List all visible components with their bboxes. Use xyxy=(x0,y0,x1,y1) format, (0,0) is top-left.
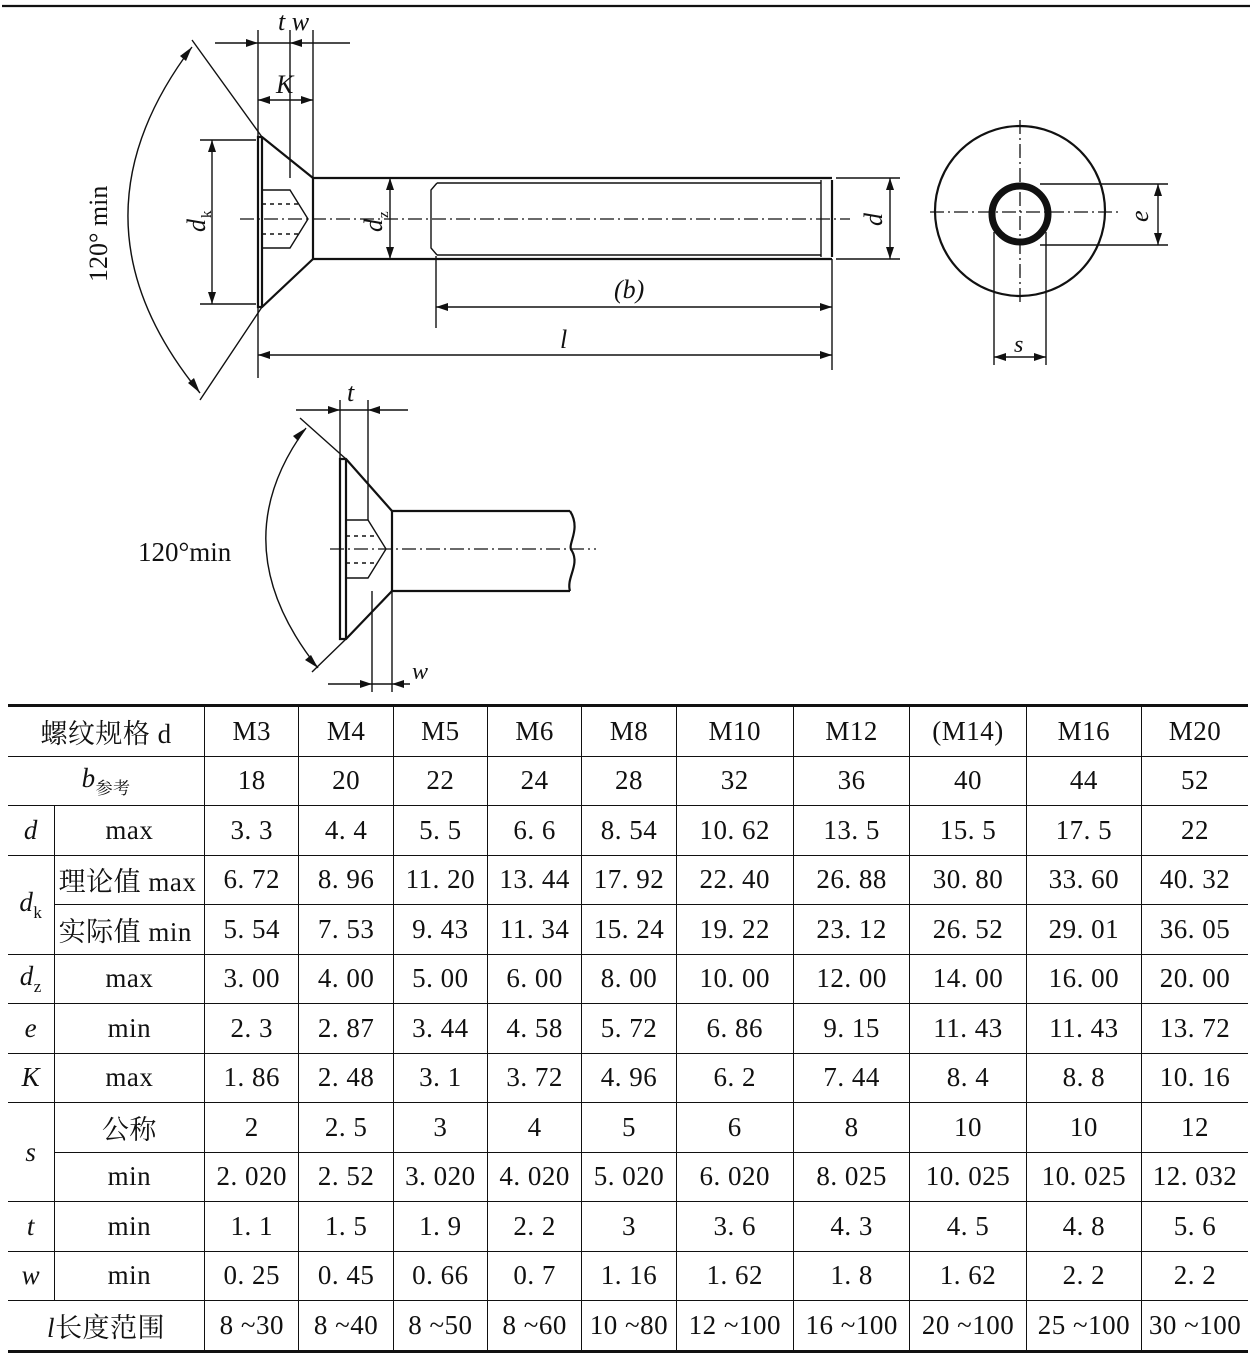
dk-actual-value: 15. 24 xyxy=(582,905,676,955)
dim-d-label: d xyxy=(859,213,888,226)
thread-size-value: M8 xyxy=(582,706,676,757)
e-min-symbol-cell xyxy=(8,1004,54,1054)
k-max-value: 10. 16 xyxy=(1142,1053,1248,1103)
s-nominal-value: 4 xyxy=(488,1103,582,1153)
k-max-value: 7. 44 xyxy=(793,1053,909,1103)
s-nominal-value: 10 xyxy=(1026,1103,1141,1153)
d-max-symbol: d xyxy=(23,814,38,845)
dk-actual-value: 11. 34 xyxy=(488,905,582,955)
thread-size-value: (M14) xyxy=(910,706,1026,757)
w-min-symbol: w xyxy=(21,1260,41,1291)
w-min-row xyxy=(8,1251,1248,1301)
t-min-value: 4. 8 xyxy=(1026,1202,1141,1252)
e-min-value: 11. 43 xyxy=(1026,1004,1141,1054)
d-max-value: 3. 3 xyxy=(205,806,299,856)
dim-s-label: s xyxy=(1014,332,1024,358)
dk-actual-value: 7. 53 xyxy=(299,905,393,955)
dz-max-value: 4. 00 xyxy=(299,954,393,1004)
k-max-value: 2. 48 xyxy=(299,1053,393,1103)
k-max-value: 6. 2 xyxy=(676,1053,793,1103)
s-nominal-value: 2 xyxy=(205,1103,299,1153)
s-min-value: 5. 020 xyxy=(582,1152,676,1202)
thread-size-value: M4 xyxy=(299,706,393,757)
k-max-symbol-cell xyxy=(8,1053,54,1103)
end-view xyxy=(930,120,1168,365)
dk-actual-value: 29. 01 xyxy=(1026,905,1141,955)
e-min-value: 13. 72 xyxy=(1142,1004,1248,1054)
dk-theoretical-qualifier: 理论值 max xyxy=(58,867,197,898)
b-value: 36 xyxy=(793,756,909,806)
w-min-qualifier: min xyxy=(107,1260,152,1291)
s-symbol: s xyxy=(25,1136,37,1167)
b-value: 32 xyxy=(676,756,793,806)
dk-theoretical-value: 33. 60 xyxy=(1026,855,1141,905)
s-nominal-value: 3 xyxy=(393,1103,487,1153)
t-min-qualifier: min xyxy=(107,1210,152,1241)
b-value: 44 xyxy=(1026,756,1141,806)
detail-view xyxy=(136,378,596,692)
k-max-symbol: K xyxy=(21,1062,41,1093)
d-max-value: 5. 5 xyxy=(393,806,487,856)
w-min-value: 1. 16 xyxy=(582,1251,676,1301)
b-value: 24 xyxy=(488,756,582,806)
l-symbol: l xyxy=(47,1312,56,1343)
b-value: 52 xyxy=(1142,756,1248,806)
s-nominal-row xyxy=(8,1103,1248,1153)
e-min-row xyxy=(8,1004,1248,1054)
e-min-value: 9. 15 xyxy=(793,1004,909,1054)
thread-size-value: M6 xyxy=(488,706,582,757)
dz-max-value: 20. 00 xyxy=(1142,954,1248,1004)
dk-symbol-cell xyxy=(8,855,54,954)
b-subscript: 参考 xyxy=(95,778,131,798)
d-max-value: 15. 5 xyxy=(910,806,1026,856)
b-value: 22 xyxy=(393,756,487,806)
dk-theoretical-value: 6. 72 xyxy=(205,855,299,905)
w-min-value: 0. 66 xyxy=(393,1251,487,1301)
b-value: 28 xyxy=(582,756,676,806)
detail-angle-label: 120°min xyxy=(138,537,232,567)
k-max-value: 1. 86 xyxy=(205,1053,299,1103)
s-nominal-value: 8 xyxy=(793,1103,909,1153)
e-min-qualifier: min xyxy=(107,1012,152,1043)
k-max-value: 4. 96 xyxy=(582,1053,676,1103)
s-symbol-cell xyxy=(8,1103,54,1202)
dim-tw-label: t w xyxy=(278,7,310,36)
d-max-value: 17. 5 xyxy=(1026,806,1141,856)
angle-label: 120° min xyxy=(84,185,113,282)
s-nominal-value: 2. 5 xyxy=(299,1103,393,1153)
s-min-value: 6. 020 xyxy=(676,1152,793,1202)
l-range-value: 25 ~100 xyxy=(1026,1301,1141,1352)
dz-max-qualifier: max xyxy=(105,963,154,994)
dk-theoretical-value: 40. 32 xyxy=(1142,855,1248,905)
t-min-row xyxy=(8,1202,1248,1252)
dz-max-value: 3. 00 xyxy=(205,954,299,1004)
w-min-value: 2. 2 xyxy=(1026,1251,1141,1301)
w-min-value: 1. 62 xyxy=(676,1251,793,1301)
dk-theoretical-value: 17. 92 xyxy=(582,855,676,905)
dk-actual-value: 19. 22 xyxy=(676,905,793,955)
dk-theoretical-value: 30. 80 xyxy=(910,855,1026,905)
d-max-value: 4. 4 xyxy=(299,806,393,856)
d-max-row xyxy=(8,806,1248,856)
t-min-value: 2. 2 xyxy=(488,1202,582,1252)
e-min-symbol: e xyxy=(24,1012,38,1043)
dk-actual-row xyxy=(8,905,1248,955)
dk-theoretical-value: 26. 88 xyxy=(793,855,909,905)
d-max-qualifier: max xyxy=(105,814,154,845)
w-min-qualifier-cell xyxy=(54,1251,204,1301)
t-min-symbol-cell xyxy=(8,1202,54,1252)
w-min-value: 0. 45 xyxy=(299,1251,393,1301)
b-value: 18 xyxy=(205,756,299,806)
thread-size-value: M10 xyxy=(676,706,793,757)
d-max-symbol-cell xyxy=(8,806,54,856)
dk-theoretical-qualifier-cell xyxy=(54,855,204,905)
spec-table xyxy=(8,704,1248,1353)
dk-theoretical-value: 8. 96 xyxy=(299,855,393,905)
t-min-value: 5. 6 xyxy=(1142,1202,1248,1252)
l-range-value: 20 ~100 xyxy=(910,1301,1026,1352)
s-min-value: 12. 032 xyxy=(1142,1152,1248,1202)
dim-K-label: K xyxy=(276,70,294,99)
e-min-value: 6. 86 xyxy=(676,1004,793,1054)
s-min-value: 2. 52 xyxy=(299,1152,393,1202)
header-row xyxy=(8,706,1248,757)
thread-size-label xyxy=(8,706,205,757)
dz-max-value: 10. 00 xyxy=(676,954,793,1004)
dk-actual-value: 9. 43 xyxy=(393,905,487,955)
e-min-value: 5. 72 xyxy=(582,1004,676,1054)
s-min-qualifier: min xyxy=(107,1161,152,1192)
t-min-value: 1. 9 xyxy=(393,1202,487,1252)
dim-t-label: t xyxy=(347,378,355,407)
t-min-value: 4. 3 xyxy=(793,1202,909,1252)
dz-max-value: 5. 00 xyxy=(393,954,487,1004)
l-range-row xyxy=(8,1301,1248,1352)
d-max-value: 8. 54 xyxy=(582,806,676,856)
dim-dz-label: d xyxy=(359,219,388,232)
e-min-value: 3. 44 xyxy=(393,1004,487,1054)
d-max-value: 6. 6 xyxy=(488,806,582,856)
dz-max-value: 8. 00 xyxy=(582,954,676,1004)
k-max-row xyxy=(8,1053,1248,1103)
dk-theoretical-value: 22. 40 xyxy=(676,855,793,905)
b-value: 40 xyxy=(910,756,1026,806)
s-min-value: 3. 020 xyxy=(393,1152,487,1202)
l-range-value: 8 ~30 xyxy=(205,1301,299,1352)
screw-head-outline xyxy=(258,137,313,307)
s-min-value: 4. 020 xyxy=(488,1152,582,1202)
l-range-value: 10 ~80 xyxy=(582,1301,676,1352)
s-min-qualifier-cell xyxy=(54,1152,204,1202)
dz-max-value: 6. 00 xyxy=(488,954,582,1004)
w-min-value: 0. 25 xyxy=(205,1251,299,1301)
w-min-value: 1. 8 xyxy=(793,1251,909,1301)
dim-e-label: e xyxy=(1125,210,1154,222)
thread-size-value: M5 xyxy=(393,706,487,757)
b-row xyxy=(8,756,1248,806)
thread-size-value: M3 xyxy=(205,706,299,757)
t-min-value: 1. 5 xyxy=(299,1202,393,1252)
dim-dz-sub: z xyxy=(376,211,392,218)
k-max-value: 8. 4 xyxy=(910,1053,1026,1103)
t-min-value: 3 xyxy=(582,1202,676,1252)
b-value: 20 xyxy=(299,756,393,806)
e-min-value: 11. 43 xyxy=(910,1004,1026,1054)
k-max-value: 8. 8 xyxy=(1026,1053,1141,1103)
t-min-symbol: t xyxy=(26,1210,35,1241)
b-label xyxy=(8,756,205,806)
thread-size-value: M20 xyxy=(1142,706,1248,757)
dk-symbol: d xyxy=(19,886,34,917)
l-range-label xyxy=(8,1301,205,1352)
thread-size-value: M16 xyxy=(1026,706,1141,757)
s-nominal-qualifier: 公称 xyxy=(101,1114,157,1145)
e-min-value: 2. 87 xyxy=(299,1004,393,1054)
d-max-value: 22 xyxy=(1142,806,1248,856)
l-range-value: 8 ~50 xyxy=(393,1301,487,1352)
t-min-value: 4. 5 xyxy=(910,1202,1026,1252)
dk-theoretical-value: 13. 44 xyxy=(488,855,582,905)
l-range-text: 长度范围 xyxy=(55,1312,166,1343)
l-range-value: 8 ~40 xyxy=(299,1301,393,1352)
w-min-value: 2. 2 xyxy=(1142,1251,1248,1301)
s-min-value: 2. 020 xyxy=(205,1152,299,1202)
dk-actual-value: 5. 54 xyxy=(205,905,299,955)
dk-theoretical-row xyxy=(8,855,1248,905)
t-min-value: 1. 1 xyxy=(205,1202,299,1252)
s-min-value: 10. 025 xyxy=(1026,1152,1141,1202)
dk-subscript: k xyxy=(33,902,43,922)
d-max-value: 13. 5 xyxy=(793,806,909,856)
l-range-value: 12 ~100 xyxy=(676,1301,793,1352)
dz-max-value: 14. 00 xyxy=(910,954,1026,1004)
k-max-qualifier: max xyxy=(105,1062,154,1093)
s-nominal-value: 12 xyxy=(1142,1103,1248,1153)
w-min-value: 0. 7 xyxy=(488,1251,582,1301)
dk-actual-qualifier: 实际值 min xyxy=(58,916,192,947)
s-nominal-value: 5 xyxy=(582,1103,676,1153)
d-max-qualifier-cell xyxy=(54,806,204,856)
e-min-qualifier-cell xyxy=(54,1004,204,1054)
dim-dk-sub: k xyxy=(199,210,215,218)
dz-max-qualifier-cell xyxy=(54,954,204,1004)
thread-size-value: M12 xyxy=(793,706,909,757)
w-min-value: 1. 62 xyxy=(910,1251,1026,1301)
l-range-value: 16 ~100 xyxy=(793,1301,909,1352)
dim-w-label: w xyxy=(412,659,429,685)
k-max-qualifier-cell xyxy=(54,1053,204,1103)
dz-max-symbol-cell xyxy=(8,954,54,1004)
s-min-value: 10. 025 xyxy=(910,1152,1026,1202)
e-min-value: 2. 3 xyxy=(205,1004,299,1054)
dz-max-value: 12. 00 xyxy=(793,954,909,1004)
s-nominal-qualifier-cell xyxy=(54,1103,204,1153)
dim-l-label: l xyxy=(560,325,568,354)
dz-max-value: 16. 00 xyxy=(1026,954,1141,1004)
s-nominal-value: 6 xyxy=(676,1103,793,1153)
thread-size-label-text: 螺纹规格 d xyxy=(40,718,172,749)
l-range-value: 8 ~60 xyxy=(488,1301,582,1352)
w-min-symbol-cell xyxy=(8,1251,54,1301)
k-max-value: 3. 72 xyxy=(488,1053,582,1103)
e-min-value: 4. 58 xyxy=(488,1004,582,1054)
t-min-value: 3. 6 xyxy=(676,1202,793,1252)
s-min-row xyxy=(8,1152,1248,1202)
dk-actual-value: 23. 12 xyxy=(793,905,909,955)
k-max-value: 3. 1 xyxy=(393,1053,487,1103)
main-view xyxy=(84,7,900,400)
dk-actual-value: 26. 52 xyxy=(910,905,1026,955)
dk-theoretical-value: 11. 20 xyxy=(393,855,487,905)
l-range-value: 30 ~100 xyxy=(1142,1301,1248,1352)
s-min-value: 8. 025 xyxy=(793,1152,909,1202)
d-max-value: 10. 62 xyxy=(676,806,793,856)
dz-max-row xyxy=(8,954,1248,1004)
b-symbol: b xyxy=(81,762,96,793)
dim-dk-label: d xyxy=(182,219,211,232)
t-min-qualifier-cell xyxy=(54,1202,204,1252)
s-nominal-value: 10 xyxy=(910,1103,1026,1153)
dk-actual-qualifier-cell xyxy=(54,905,204,955)
dz-max-subscript: z xyxy=(33,976,42,996)
dk-actual-value: 36. 05 xyxy=(1142,905,1248,955)
dim-b-label: (b) xyxy=(614,275,645,304)
dz-max-symbol: d xyxy=(19,960,34,991)
